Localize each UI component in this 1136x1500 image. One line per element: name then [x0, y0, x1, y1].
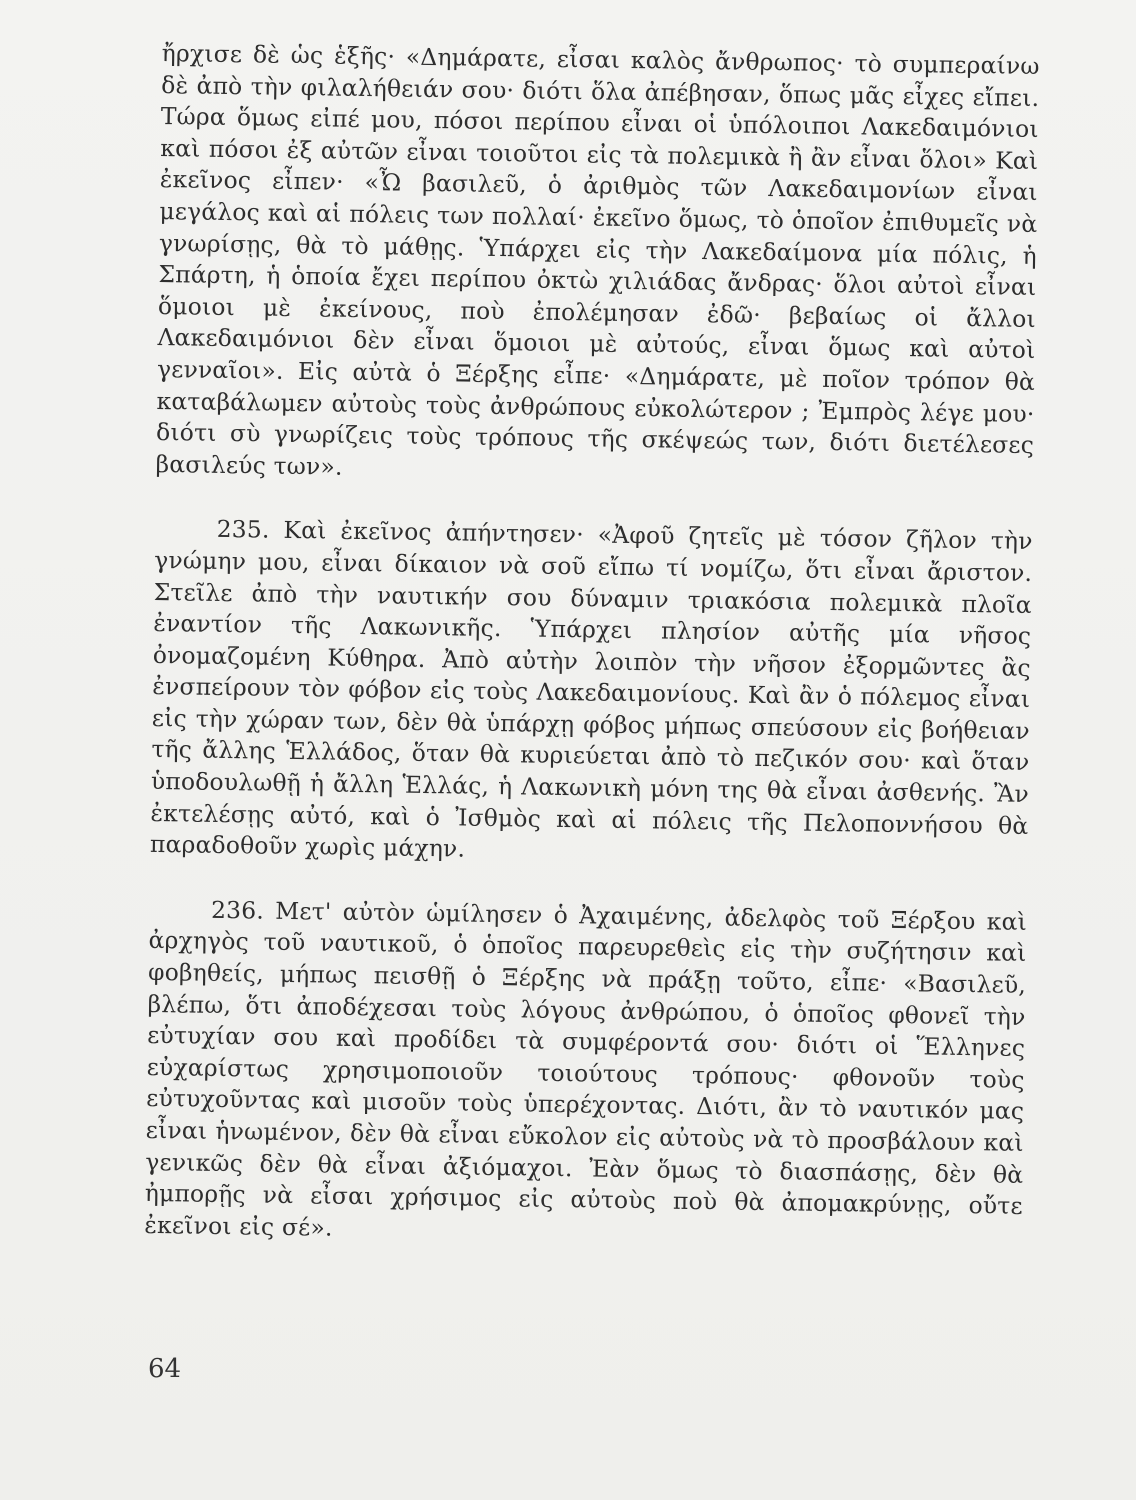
- paragraph-236: 236. Μετ' αὐτὸν ὡμίλησεν ὁ Ἀχαιμένης, ἀδελφὸς τοῦ Ξέρξου καὶ ἀρχηγὸς τοῦ ναυτικοῦ, ὁ ὁποῖος παρευρεθεὶς εἰς τὴν συζήτησιν καὶ φοβηθείς, μήπως πεισθῇ ὁ Ξέρξης νὰ πράξῃ τοῦτο, εἶπε· «Βασιλεῦ, βλέπω, ὅτι ἀποδέχεσαι τοὺς λόγους ἀνθρώπου, ὁ ὁποῖος φθονεῖ τὴν εὐτυχίαν σου καὶ προδίδει τὰ συμφέροντά σου· διότι οἱ Ἕλληνες εὐχαρίστως χρησιμοποιοῦν τοιούτους τρόπους· φθονοῦν τοὺς εὐτυχοῦντας καὶ μισοῦν τοὺς ὑπερέχοντας. Διότι, ἂν τὸ ναυτικόν μας εἶναι ἡνωμένον, δὲν θὰ εἶναι εὔκολον εἰς αὐτοὺς νὰ τὸ προσβάλουν καὶ γενικῶς δὲν θὰ εἶναι ἀξιόμαχοι. Ἐὰν ὅμως τὸ διασπάσῃς, δὲν θὰ ἠμπορῇς νὰ εἶσαι χρήσιμος εἰς αὐτοὺς ποὺ θὰ ἀπομακρύνῃς, οὔτε ἐκεῖνοι εἰς σέ».: [144, 895, 1028, 1242]
- paragraph-235: 235. Καὶ ἐκεῖνος ἀπήντησεν· «Ἀφοῦ ζητεῖς μὲ τόσον ζῆλον τὴν γνώμην μου, εἶναι δίκαιον νὰ σοῦ εἴπω τί νομίζω, ὅτι εἶναι ἄριστον. Στεῖλε ἀπὸ τὴν ναυτικήν σου δύναμιν τριακόσια πολεμικὰ πλοῖα ἐναντίον τῆς Λακωνικῆς. Ὑπάρχει πλησίον αὐτῆς μία νῆσος ὀνομαζομένη Κύθηρα. Ἀπὸ αὐτὴν λοιπὸν τὴν νῆσον ἐξορμῶντες ἂς ἐνσπείρουν τὸν φόβον εἰς τοὺς Λακεδαιμονίους. Καὶ ἂν ὁ πόλεμος εἶναι εἰς τὴν χώραν των, δὲν θὰ ὑπάρχῃ φόβος μήπως σπεύσουν εἰς βοήθειαν τῆς ἄλλης Ἑλλάδος, ὅταν θὰ κυριεύεται ἀπὸ τὸ πεζικόν σου· καὶ ὅταν ὑποδουλωθῇ ἡ ἄλλη Ἑλλάς, ἡ Λακωνικὴ μόνη της θὰ εἶναι ἀσθενής. Ἂν ἐκτελέσῃς αὐτό, καὶ ὁ Ἰσθμὸς καὶ αἱ πόλεις τῆς Πελοποννήσου θὰ παραδοθοῦν χωρὶς μάχην.: [149, 515, 1033, 863]
- body-text: [144, 38, 1040, 1254]
- paragraph-continuation: ἤρχισε δὲ ὡς ἑξῆς· «Δημάρατε, εἶσαι καλὸς ἄνθρωπος· τὸ συμπεραίνω δὲ ἀπὸ τὴν φιλαλήθειάν σου· διότι ὅλα ἀπέβησαν, ὅπως μᾶς εἶχες εἴπει. Τώρα ὅμως εἰπέ μου, πόσοι περίπου εἶναι οἱ ὑπόλοιποι Λακεδαιμόνιοι καὶ πόσοι ἐξ αὐτῶν εἶναι τοιοῦτοι εἰς τὰ πολεμικὰ ἢ ἂν εἶναι ὅλοι» Καὶ ἐκεῖνος εἶπεν· «Ὦ βασιλεῦ, ὁ ἀριθμὸς τῶν Λακεδαιμονίων εἶναι μεγάλος καὶ αἱ πόλεις των πολλαί· ἐκεῖνο ὅμως, τὸ ὁποῖον ἐπιθυμεῖς νὰ γνωρίσῃς, θὰ τὸ μάθῃς. Ὑπάρχει εἰς τὴν Λακεδαίμονα μία πόλις, ἡ Σπάρτη, ἡ ὁποία ἔχει περίπου ὀκτὼ χιλιάδας ἄνδρας· ὅλοι αὐτοὶ εἶναι ὅμοιοι μὲ ἐκείνους, ποὺ ἐπολέμησαν ἐδῶ· βεβαίως οἱ ἄλλοι Λακεδαιμόνιοι δὲν εἶναι ὅμοιοι μὲ αὐτούς, εἶναι ὅμως καὶ αὐτοὶ γενναῖοι». Εἰς αὐτὰ ὁ Ξέρξης εἶπε· «Δημάρατε, μὲ ποῖον τρόπον θὰ καταβάλωμεν αὐτοὺς τοὺς ἀνθρώπους εὐκολώτερον ; Ἐμπρὸς λέγε μου· διότι σὺ γνωρίζεις τοὺς τρόπους τῆς σκέψεώς των, διότι διετέλεσες βασιλεύς των».: [155, 38, 1040, 481]
- page-number: 64: [148, 1354, 182, 1384]
